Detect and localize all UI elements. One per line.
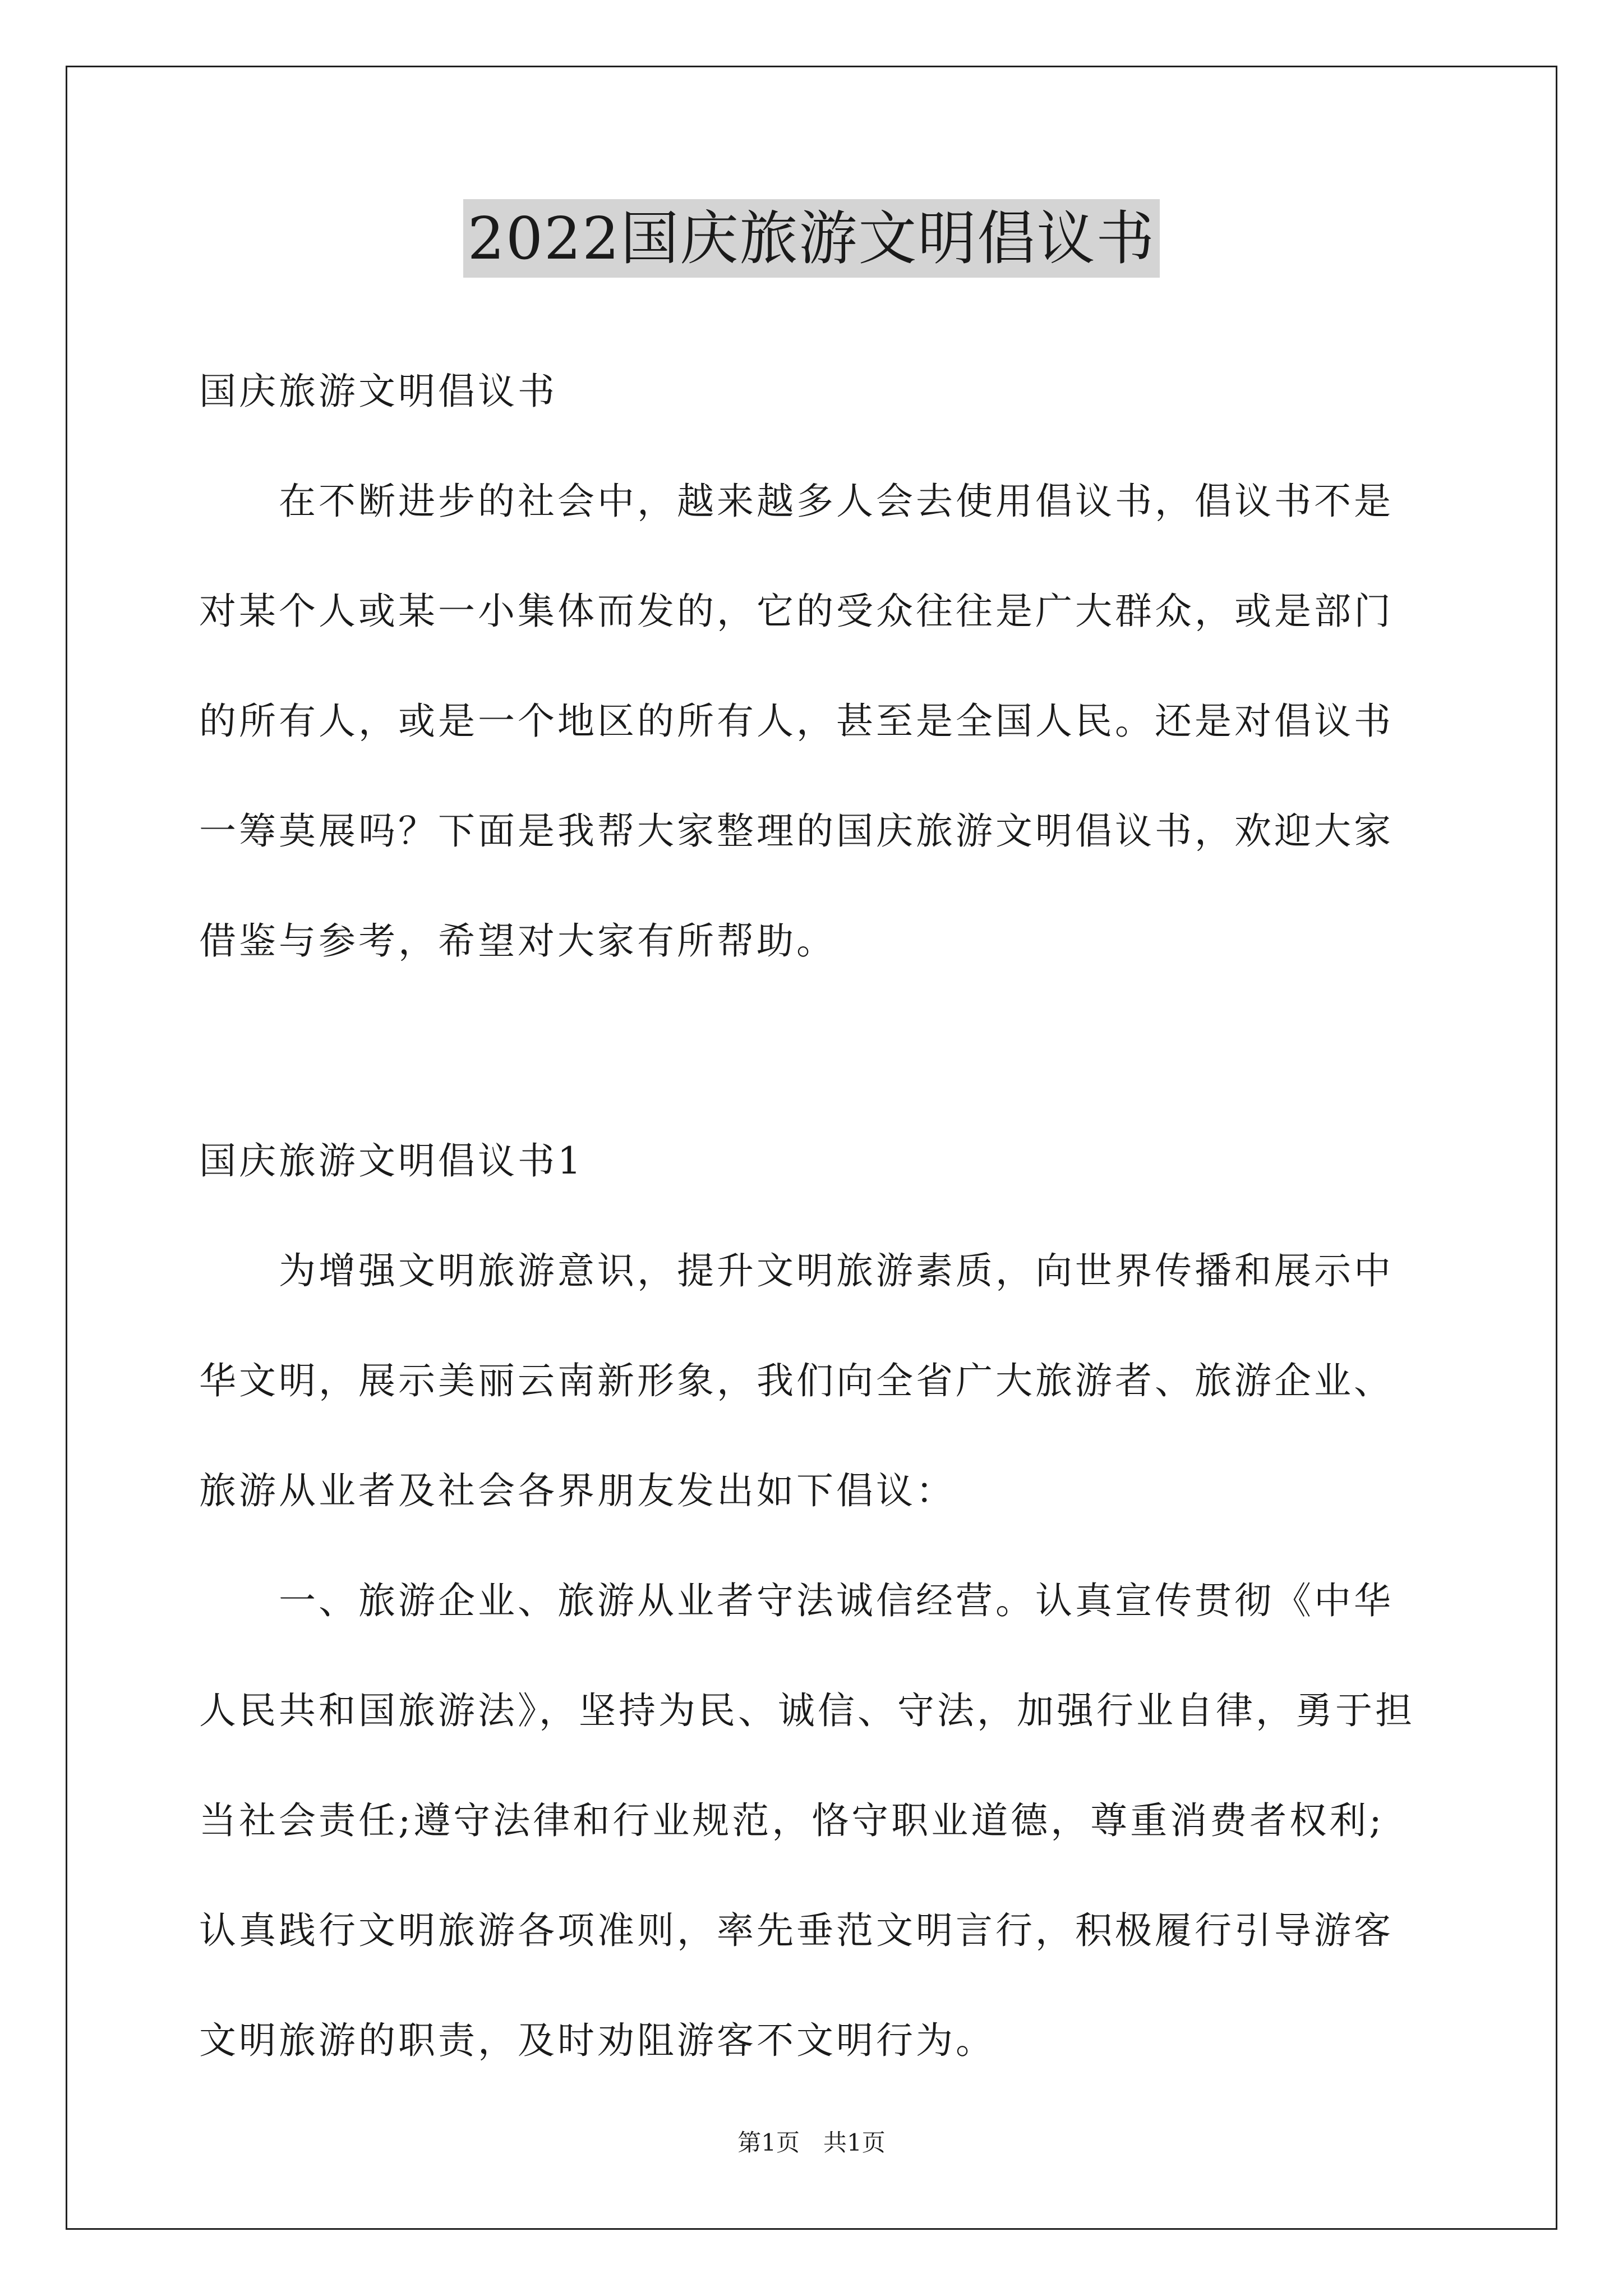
section-heading: 国庆旅游文明倡议书1 [199,1139,584,1182]
paragraph-line: 旅游从业者及社会各界朋友发出如下倡议： [199,1469,956,1512]
paragraph-line: 为增强文明旅游意识，提升文明旅游素质，向世界传播和展示中 [199,1249,1394,1292]
section-heading: 国庆旅游文明倡议书 [199,370,557,413]
paragraph-line: 当社会责任;遵守法律和行业规范，恪守职业道德，尊重消费者权利; [199,1799,1385,1842]
page-number-footer: 第1页 共1页 [737,2129,886,2156]
paragraph-line: 的所有人，或是一个地区的所有人，甚至是全国人民。还是对倡议书 [199,700,1394,743]
title-container [0,199,1623,278]
paragraph-line: 认真践行文明旅游各项准则，率先垂范文明言行，积极履行引导游客 [199,1909,1394,1952]
paragraph-line: 人民共和国旅游法》，坚持为民、诚信、守法，加强行业自律，勇于担 [199,1689,1415,1732]
paragraph-line: 华文明，展示美丽云南新形象，我们向全省广大旅游者、旅游企业、 [199,1359,1394,1402]
document-title: 2022国庆旅游文明倡议书 [463,199,1160,278]
paragraph-line: 对某个人或某一小集体而发的，它的受众往往是广大群众，或是部门 [199,590,1394,633]
paragraph-line: 在不断进步的社会中，越来越多人会去使用倡议书，倡议书不是 [199,480,1394,523]
paragraph-gap [199,996,1422,1106]
paragraph-line: 借鉴与参考，希望对大家有所帮助。 [199,919,836,963]
paragraph-line: 文明旅游的职责，及时劝阻游客不文明行为。 [199,2019,995,2062]
paragraph-line: 一筹莫展吗？下面是我帮大家整理的国庆旅游文明倡议书，欢迎大家 [199,809,1394,853]
paragraph-line: 一、旅游企业、旅游从业者守法诚信经营。认真宣传贯彻《中华 [199,1579,1394,1622]
document-body [199,337,1422,2096]
